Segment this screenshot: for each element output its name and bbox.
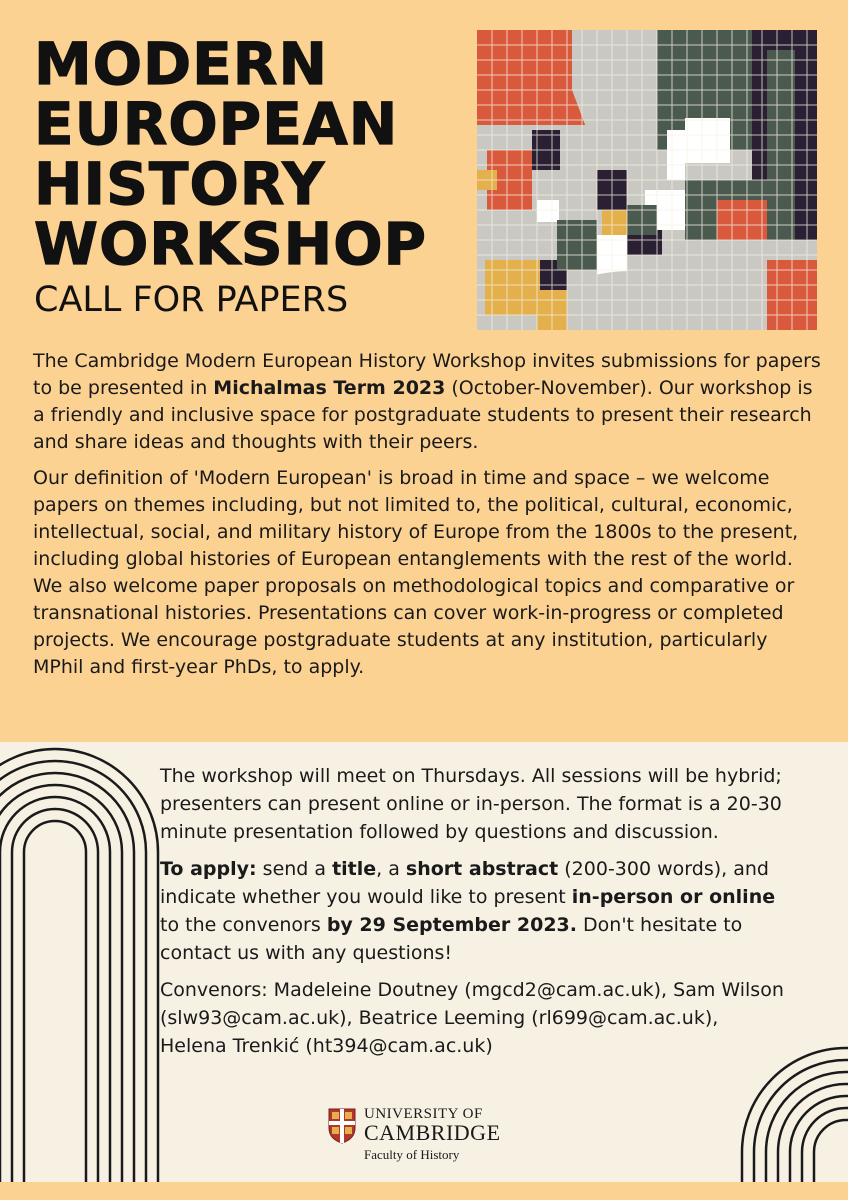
details-paragraph-convenors: Convenors: Madeleine Doutney (mgcd2@cam.ac.uk), Sam Wilson (slw93@cam.ac.uk), Beatrice Leeming (rl699@cam.ac.uk), Helena Trenkić (ht394@cam.ac.uk) — [160, 979, 784, 1057]
details-paragraph-format: The workshop will meet on Thursdays. All sessions will be hybrid; presenters can present online or in-person. The format is a 20-30 minute presentation followed by questions and discussion. — [160, 765, 782, 843]
title-line-2: EUROPEAN — [34, 90, 399, 158]
intro-p1-end: (October-November). Our workshop is a friendly and inclusive space for postgraduate students to present their research and share ideas and thoughts with their peers. — [33, 377, 813, 453]
details-text — [160, 762, 790, 1069]
intro-p1-start: The Cambridge Modern European History Workshop invites submissions for papers to be presented in — [33, 350, 821, 399]
europe-grid-map-illustration — [477, 30, 817, 330]
intro-text — [33, 348, 823, 690]
intro-term-highlight: Michalmas Term 2023 — [213, 377, 446, 399]
apply-text-4: to the convenors — [160, 914, 327, 936]
bottom-strip — [0, 1182, 848, 1200]
title-block — [34, 30, 454, 322]
university-crest-icon — [328, 1108, 356, 1144]
apply-abstract-highlight: short abstract — [405, 858, 559, 880]
apply-deadline-highlight: by 29 September 2023. — [326, 914, 577, 936]
details-paragraph-apply — [160, 855, 790, 967]
logo-university-of: UNIVERSITY OF — [364, 1106, 483, 1122]
apply-text-5: Don't hesitate to contact us with any questions! — [160, 914, 743, 964]
apply-text-1: send a — [256, 858, 333, 880]
intro-paragraph-1 — [33, 348, 823, 456]
logo-faculty: Faculty of History — [364, 1147, 460, 1162]
subtitle: CALL FOR PAPERS — [34, 280, 349, 320]
apply-mode-highlight: in-person or online — [571, 886, 776, 908]
logo-text — [364, 1106, 501, 1163]
title-line-3: HISTORY — [34, 150, 326, 218]
apply-title-highlight: title — [332, 858, 377, 880]
university-logo — [328, 1106, 528, 1172]
intro-paragraph-2: Our definition of 'Modern European' is broad in time and space – we welcome papers on themes including, but not limited to, the political, cultural, economic, intellectual, social, and military history of Europe from the 1800s to the present, including global histories of European entanglements with the rest of the world. We also welcome paper proposals on methodological topics and comparative or transnational histories. Presentations can cover work-in-progress or completed projects. We encourage postgraduate students at any institution, particularly MPhil and first-year PhDs, to apply. — [33, 467, 799, 678]
apply-text-3: (200-300 words), and indicate whether you would like to present — [160, 858, 769, 908]
apply-label: To apply: — [160, 858, 257, 880]
apply-text-2: , a — [376, 858, 406, 880]
title-line-1: MODERN — [34, 30, 328, 98]
title-line-4: WORKSHOP — [34, 210, 428, 278]
logo-cambridge: CAMBRIDGE — [364, 1120, 501, 1145]
